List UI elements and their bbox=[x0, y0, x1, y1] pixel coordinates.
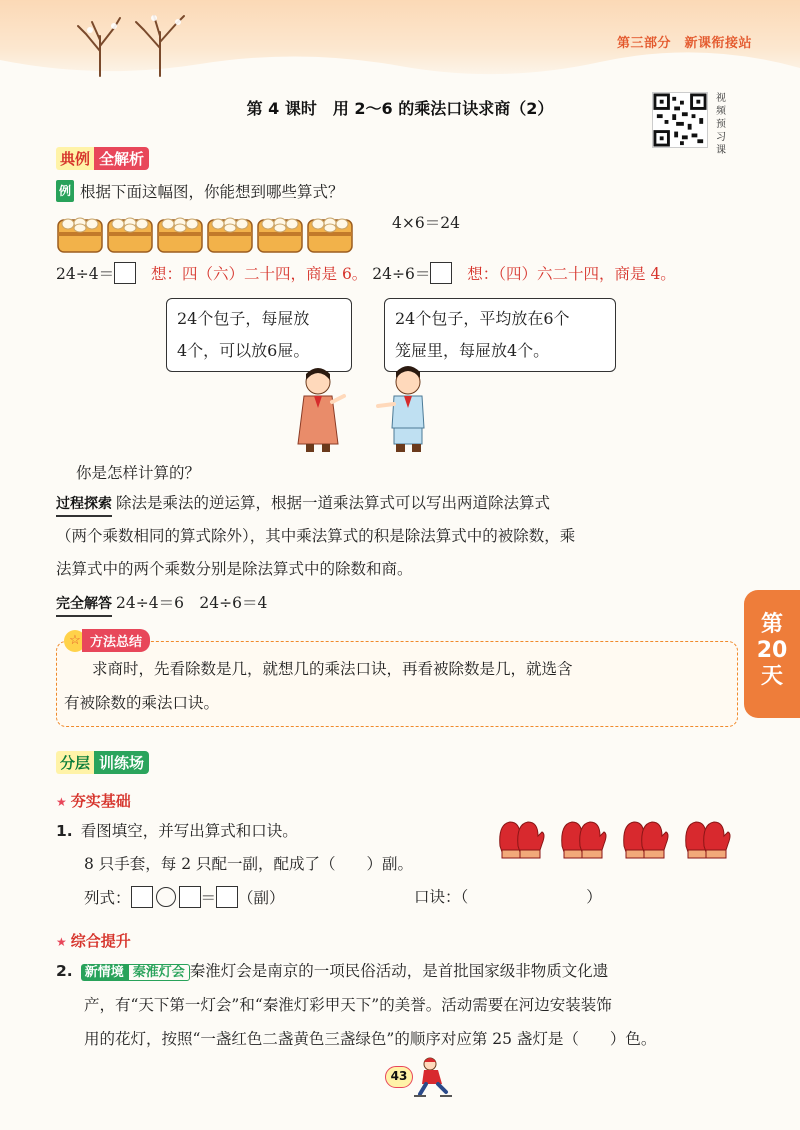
method-summary-badge bbox=[64, 629, 150, 652]
method-summary-box bbox=[56, 641, 738, 727]
steamer-baskets-illustration bbox=[56, 212, 366, 256]
qr-caption-char: 视 bbox=[716, 93, 726, 104]
subhead-advanced-text: 综合提升 bbox=[70, 932, 131, 950]
side-tab-line: 20 bbox=[756, 638, 788, 663]
q2-text: 秦淮灯会是南京的一项民俗活动，是首批国家级非物质文化遗 bbox=[189, 962, 609, 980]
q2-badge-a: 新情境 bbox=[81, 964, 128, 981]
q1-line-2: 8 只手套，每 2 只配一副，配成了（ ）副。 bbox=[84, 855, 414, 873]
q1-formula-label: 列式： bbox=[84, 889, 131, 907]
girl-illustration bbox=[290, 366, 350, 452]
q1-rhyme-label: 口诀：（ bbox=[414, 888, 469, 906]
q1-number: 1. bbox=[56, 822, 73, 840]
q2-line-1 bbox=[56, 960, 608, 984]
example-tag-part2: 全解析 bbox=[94, 147, 149, 170]
subhead-advanced bbox=[56, 930, 131, 951]
skater-icon bbox=[412, 1056, 454, 1100]
answer-box[interactable] bbox=[179, 886, 201, 908]
subhead-basic bbox=[56, 790, 131, 811]
example-question-line bbox=[56, 180, 344, 203]
subhead-basic-text: 夯实基础 bbox=[70, 792, 131, 810]
answer-text: 24÷4＝6 24÷6＝4 bbox=[116, 594, 268, 612]
qr-caption-char: 预 bbox=[716, 119, 726, 130]
answer-box[interactable] bbox=[114, 262, 136, 284]
process-line-3: 法算式中的两个乘数分别是除法算式中的除数和商。 bbox=[56, 560, 413, 578]
boy-speech-bubble bbox=[384, 298, 616, 372]
practice-tag-part1: 分层 bbox=[56, 751, 94, 774]
side-tab-line: 第 bbox=[760, 612, 783, 637]
method-text-1: 求商时，先看除数是几，就想几的乘法口诀，再看被除数是几，就选含 bbox=[92, 660, 573, 678]
section-label: 第三部分 新课衔接站 bbox=[616, 36, 752, 51]
side-tab-line: 天 bbox=[760, 664, 783, 689]
division-right: 24÷6＝ bbox=[372, 265, 431, 283]
example-tag bbox=[56, 146, 149, 170]
example-tag-part1: 典例 bbox=[56, 147, 94, 170]
qr-caption bbox=[712, 92, 730, 157]
qr-code-icon bbox=[653, 93, 707, 147]
bubble-line: 24个包子，每屉放 bbox=[177, 309, 310, 328]
answer-line bbox=[56, 592, 267, 617]
process-text: 除法是乘法的逆运算，根据一道乘法算式可以写出两道除法算式 bbox=[116, 494, 551, 512]
winter-trees-icon bbox=[70, 6, 200, 78]
q2-badge-b: 秦淮灯会 bbox=[128, 964, 190, 981]
answer-label: 完全解答 bbox=[56, 593, 112, 617]
qr-caption-char: 频 bbox=[716, 106, 726, 117]
star-bullet-icon: ★ bbox=[56, 935, 67, 949]
mittens-illustration bbox=[496, 816, 746, 864]
process-line-1 bbox=[56, 492, 550, 517]
example-badge: 例 bbox=[56, 180, 74, 202]
answer-box[interactable] bbox=[131, 886, 153, 908]
q1-rhyme-line bbox=[414, 886, 602, 908]
bubble-line: 24个包子，平均放在6个 bbox=[395, 309, 570, 328]
q1-formula-unit: （副） bbox=[238, 889, 285, 907]
method-text-2: 有被除数的乘法口诀。 bbox=[64, 694, 220, 712]
day-side-tab bbox=[744, 590, 800, 718]
page-number: 43 bbox=[385, 1066, 413, 1088]
q1-rhyme-end: ） bbox=[586, 888, 602, 906]
q1-text: 看图填空，并写出算式和口诀。 bbox=[80, 822, 298, 840]
practice-tag bbox=[56, 750, 149, 774]
method-label: 方法总结 bbox=[82, 629, 150, 652]
q1-line-1 bbox=[56, 820, 298, 842]
division-left: 24÷4＝ bbox=[56, 265, 115, 283]
bubble-line: 4个，可以放6屉。 bbox=[177, 341, 310, 360]
boy-illustration bbox=[372, 366, 438, 452]
qr-caption-char: 习 bbox=[716, 132, 726, 143]
bubble-line: 笼屉里，每屉放4个。 bbox=[395, 341, 550, 360]
answer-box[interactable] bbox=[430, 262, 452, 284]
q2-context-badge bbox=[81, 962, 190, 984]
q1-formula-line: 列式： ＝ （副） bbox=[84, 886, 285, 909]
operator-circle[interactable] bbox=[156, 887, 176, 907]
qr-code[interactable] bbox=[652, 92, 708, 148]
example-question: 根据下面这幅图，你能想到哪些算式？ bbox=[80, 183, 344, 201]
hint-right: 想：（四）六二十四，商是 4。 bbox=[467, 265, 676, 283]
answer-box[interactable] bbox=[216, 886, 238, 908]
girl-speech-bubble bbox=[166, 298, 352, 372]
q2-line-2: 产，有“天下第一灯会”和“秦淮灯彩甲天下”的美誉。活动需要在河边安装装饰 bbox=[84, 996, 612, 1014]
ask-line: 你是怎样计算的？ bbox=[76, 464, 201, 482]
star-bullet-icon: ★ bbox=[56, 795, 67, 809]
lesson-title: 第 4 课时 用 2～6 的乘法口诀求商（2） bbox=[246, 99, 554, 118]
q2-number: 2. bbox=[56, 962, 73, 980]
star-icon: ☆ bbox=[64, 630, 86, 652]
practice-tag-part2: 训练场 bbox=[94, 751, 149, 774]
process-label: 过程探索 bbox=[56, 493, 112, 517]
division-line bbox=[56, 262, 676, 285]
qr-caption-char: 课 bbox=[716, 145, 726, 156]
example-formula: 4×6＝24 bbox=[392, 214, 460, 232]
q2-line-3: 用的花灯，按照“一盏红色二盏黄色三盏绿色”的顺序对应第 25 盏灯是（ ）色。 bbox=[84, 1030, 657, 1048]
hint-left: 想：四（六）二十四，商是 6。 bbox=[151, 265, 368, 283]
process-line-2: （两个乘数相同的算式除外），其中乘法算式的积是除法算式中的被除数，乘 bbox=[56, 527, 576, 545]
